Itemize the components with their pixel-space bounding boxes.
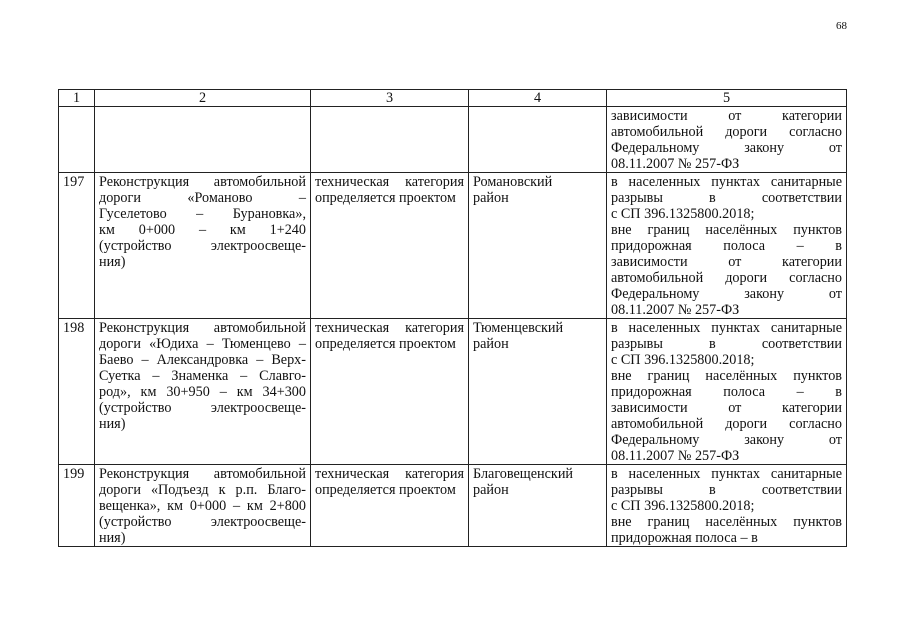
object-name-cell (95, 319, 311, 465)
text-line: с СП 396.1325800.2018; (611, 498, 755, 514)
text-line: 08.11.2007 № 257-ФЗ (611, 156, 740, 172)
column-header-4: 4 (469, 90, 607, 107)
text-line: Федеральному закону от (611, 432, 842, 448)
text-line: с СП 396.1325800.2018; (611, 206, 755, 222)
zone-cell (607, 465, 847, 547)
text-line: придорожная полоса – в (611, 530, 758, 546)
zone-lines (611, 108, 842, 172)
category-cell (311, 465, 469, 547)
text-line: автомобильной дороги согласно (611, 416, 842, 432)
text-line: вне границ населённых пунктов (611, 222, 842, 238)
text-line: Романовский (473, 174, 553, 190)
text-line: разрывы в соответствии (611, 336, 842, 352)
text-line: автомобильной дороги согласно (611, 270, 842, 286)
text-line: разрывы в соответствии (611, 482, 842, 498)
text-line: 08.11.2007 № 257-ФЗ (611, 448, 740, 464)
text-line: дороги «Романово – (99, 190, 306, 206)
table-row (59, 319, 847, 465)
text-line: зависимости от категории (611, 254, 842, 270)
text-line: техническая категория (315, 174, 464, 190)
zone-cell (607, 107, 847, 173)
text-line: район (473, 482, 509, 498)
text-line: ния) (99, 530, 126, 546)
text-line: в населенных пунктах санитарные (611, 466, 842, 482)
zone-cell (607, 173, 847, 319)
text-line: Благовещенский (473, 466, 573, 482)
text-line: вещенка», км 0+000 – км 2+800 (99, 498, 306, 514)
continuation-row (59, 107, 847, 173)
text-line: определяется проектом (315, 190, 456, 206)
zone-cell (607, 319, 847, 465)
text-line: район (473, 336, 509, 352)
text-line: зависимости от категории (611, 400, 842, 416)
district-cell (469, 319, 607, 465)
text-line: (устройство электроосвеще- (99, 400, 306, 416)
text-line: Федеральному закону от (611, 286, 842, 302)
text-line: Федеральному закону от (611, 140, 842, 156)
category-cell (311, 173, 469, 319)
row-number: 197 (59, 173, 95, 319)
column-header-2: 2 (95, 90, 311, 107)
object-name-cell (95, 465, 311, 547)
document-table (58, 89, 847, 547)
text-line: в населенных пунктах санитарные (611, 320, 842, 336)
text-line: Реконструкция автомобильной (99, 320, 306, 336)
text-line: Гуселетово – Бурановка», (99, 206, 306, 222)
text-line: вне границ населённых пунктов (611, 514, 842, 530)
column-header-3: 3 (311, 90, 469, 107)
text-line: род», км 30+950 – км 34+300 (99, 384, 306, 400)
category-cell (311, 319, 469, 465)
text-line: разрывы в соответствии (611, 190, 842, 206)
object-name-cell (95, 173, 311, 319)
text-line: (устройство электроосвеще- (99, 238, 306, 254)
row-number: 198 (59, 319, 95, 465)
table-row (59, 173, 847, 319)
text-line: 08.11.2007 № 257-ФЗ (611, 302, 740, 318)
table-row (59, 465, 847, 547)
text-line: определяется проектом (315, 336, 456, 352)
text-line: дороги «Подъезд к р.п. Благо- (99, 482, 306, 498)
text-line: техническая категория (315, 320, 464, 336)
text-line: ния) (99, 254, 126, 270)
text-line: придорожная полоса – в (611, 238, 842, 254)
text-line: техническая категория (315, 466, 464, 482)
text-line: Реконструкция автомобильной (99, 466, 306, 482)
text-line: Суетка – Знаменка – Славго- (99, 368, 306, 384)
column-header-5: 5 (607, 90, 847, 107)
text-line: придорожная полоса – в (611, 384, 842, 400)
text-line: зависимости от категории (611, 108, 842, 124)
text-line: вне границ населённых пунктов (611, 368, 842, 384)
text-line: район (473, 190, 509, 206)
district-cell (469, 173, 607, 319)
column-header-1: 1 (59, 90, 95, 107)
district-cell (469, 465, 607, 547)
page-number: 68 (836, 20, 847, 32)
text-line: Реконструкция автомобильной (99, 174, 306, 190)
text-line: (устройство электроосвеще- (99, 514, 306, 530)
text-line: определяется проектом (315, 482, 456, 498)
text-line: автомобильной дороги согласно (611, 124, 842, 140)
text-line: ния) (99, 416, 126, 432)
column-number-row (59, 90, 847, 107)
text-line: км 0+000 – км 1+240 (99, 222, 306, 238)
text-line: дороги «Юдиха – Тюменцево – (99, 336, 306, 352)
text-line: Тюменцевский (473, 320, 564, 336)
text-line: Баево – Александровка – Верх- (99, 352, 306, 368)
row-number: 199 (59, 465, 95, 547)
text-line: с СП 396.1325800.2018; (611, 352, 755, 368)
text-line: в населенных пунктах санитарные (611, 174, 842, 190)
